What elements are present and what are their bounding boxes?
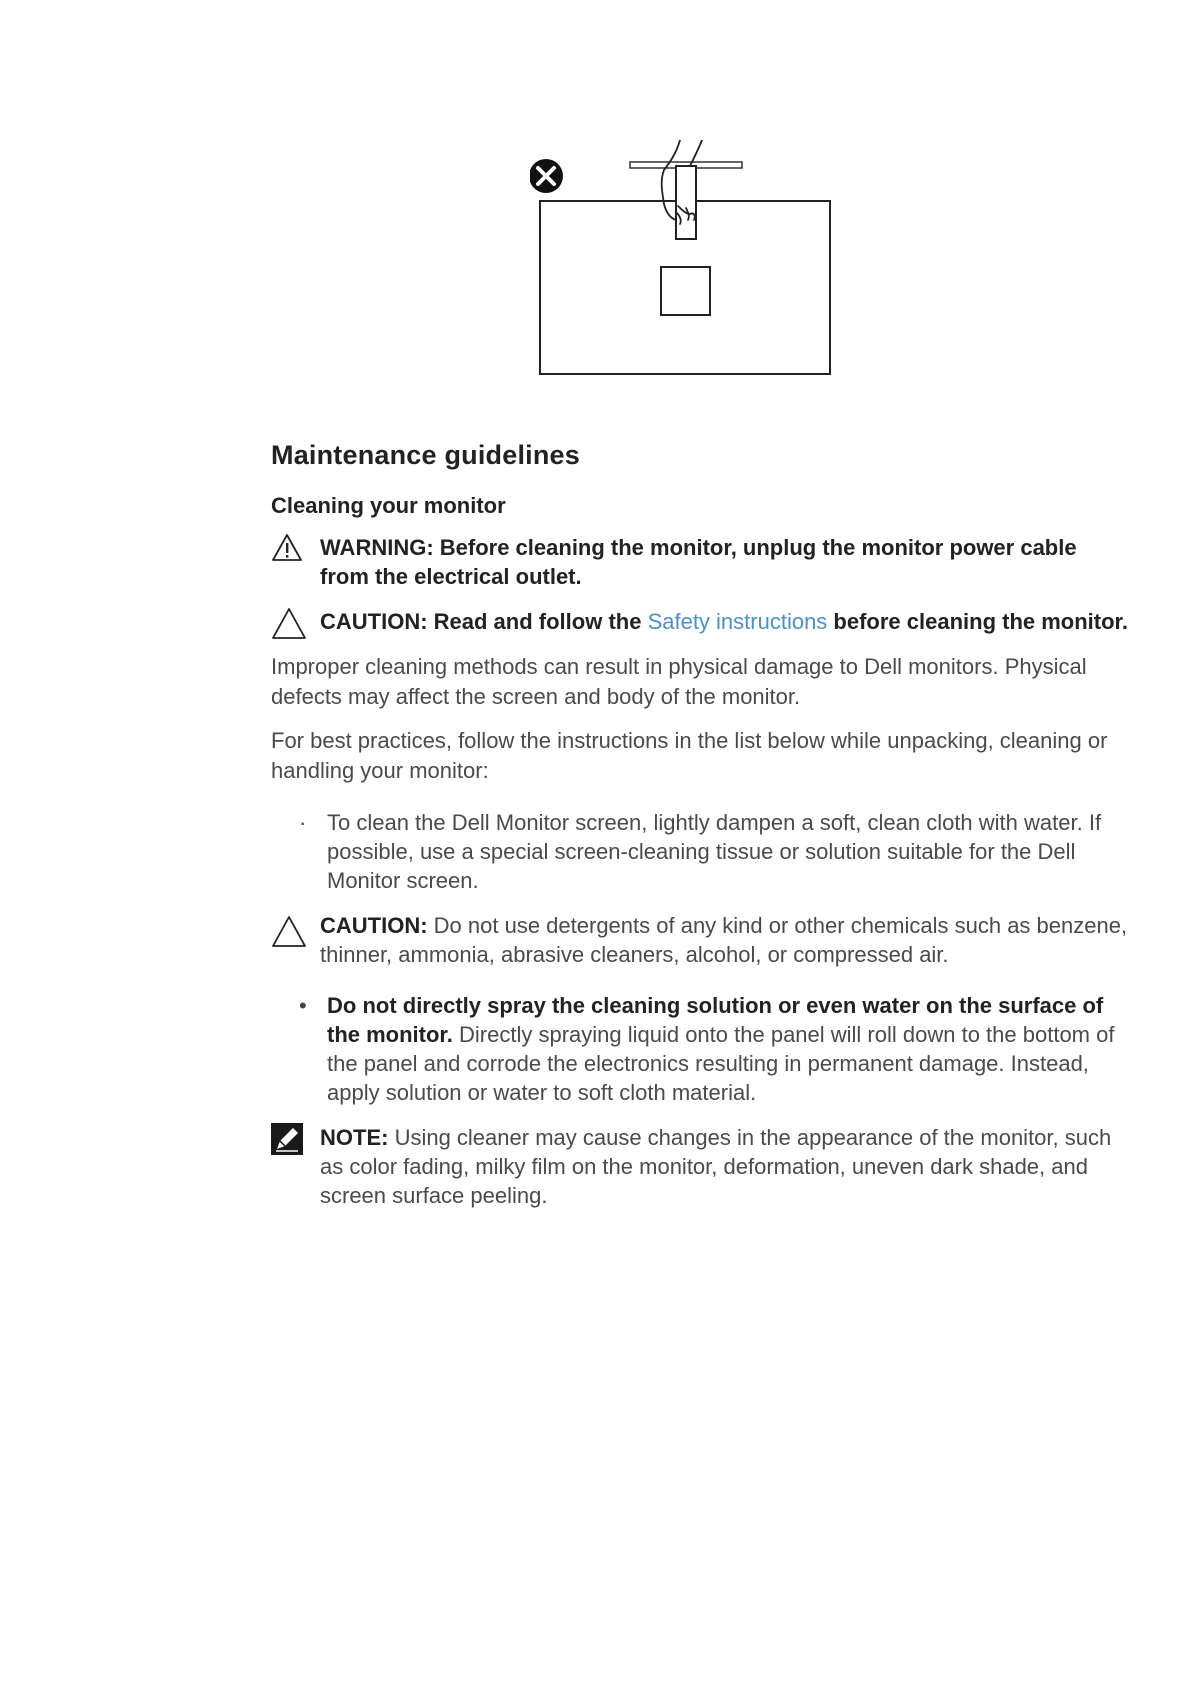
monitor-post	[676, 166, 696, 239]
bullet-text: Directly spraying liquid onto the panel will roll down to the bottom of the panel and corrode the electronics resulting in permanent damage. Instead, apply solution or water to soft cloth material.	[327, 1022, 1115, 1105]
document-content	[271, 440, 1131, 1226]
warning-notice	[271, 533, 1131, 591]
caution-triangle-icon	[271, 915, 305, 949]
list-item	[271, 808, 1131, 895]
caution-notice-chemicals	[271, 911, 1131, 969]
note-text: Using cleaner may cause changes in the appearance of the monitor, such as color fading, milky film on the monitor, deformation, uneven dark shade, and screen surface peeling.	[320, 1125, 1112, 1208]
warning-text: WARNING: Before cleaning the monitor, unplug the monitor power cable from the electrical outlet.	[320, 535, 1077, 589]
paragraph-best-practices: For best practices, follow the instructions in the list below while unpacking, cleaning or handling your monitor:	[271, 728, 1108, 783]
prohibited-x-icon	[530, 159, 563, 193]
page-title: Maintenance guidelines	[271, 440, 580, 470]
caution-notice-safety	[271, 607, 1131, 636]
caution-suffix: before cleaning the monitor.	[827, 609, 1129, 634]
monitor-center-square	[661, 267, 710, 315]
caution-triangle-icon	[271, 607, 305, 641]
list-item	[271, 991, 1131, 1107]
warning-triangle-icon	[271, 533, 305, 567]
bullet-bold-text: Do not directly spray the cleaning solution or even water on the surface of the monitor.	[327, 993, 1104, 1047]
caution-prefix: CAUTION: Read and follow the	[320, 609, 648, 634]
safety-instructions-link[interactable]: Safety instructions	[647, 609, 828, 634]
paragraph-improper-cleaning: Improper cleaning methods can result in physical damage to Dell monitors. Physical defects may affect the screen and body of the monitor.	[271, 654, 1087, 709]
bullet-marker: •	[299, 993, 307, 1018]
section-subtitle: Cleaning your monitor	[271, 493, 506, 518]
note-notice	[271, 1123, 1131, 1210]
note-pencil-icon	[271, 1123, 305, 1157]
caution-label: CAUTION:	[320, 913, 428, 938]
monitor-illustration	[530, 140, 870, 410]
note-label: NOTE:	[320, 1125, 389, 1150]
bullet-marker: ·	[299, 810, 307, 835]
bullet-text: To clean the Dell Monitor screen, lightly dampen a soft, clean cloth with water. If possible, use a special screen-cleaning tissue or solution suitable for the Dell Monitor screen.	[327, 810, 1102, 893]
caution-text: Do not use detergents of any kind or other chemicals such as benzene, thinner, ammonia, abrasive cleaners, alcohol, or compressed air.	[320, 913, 1128, 967]
